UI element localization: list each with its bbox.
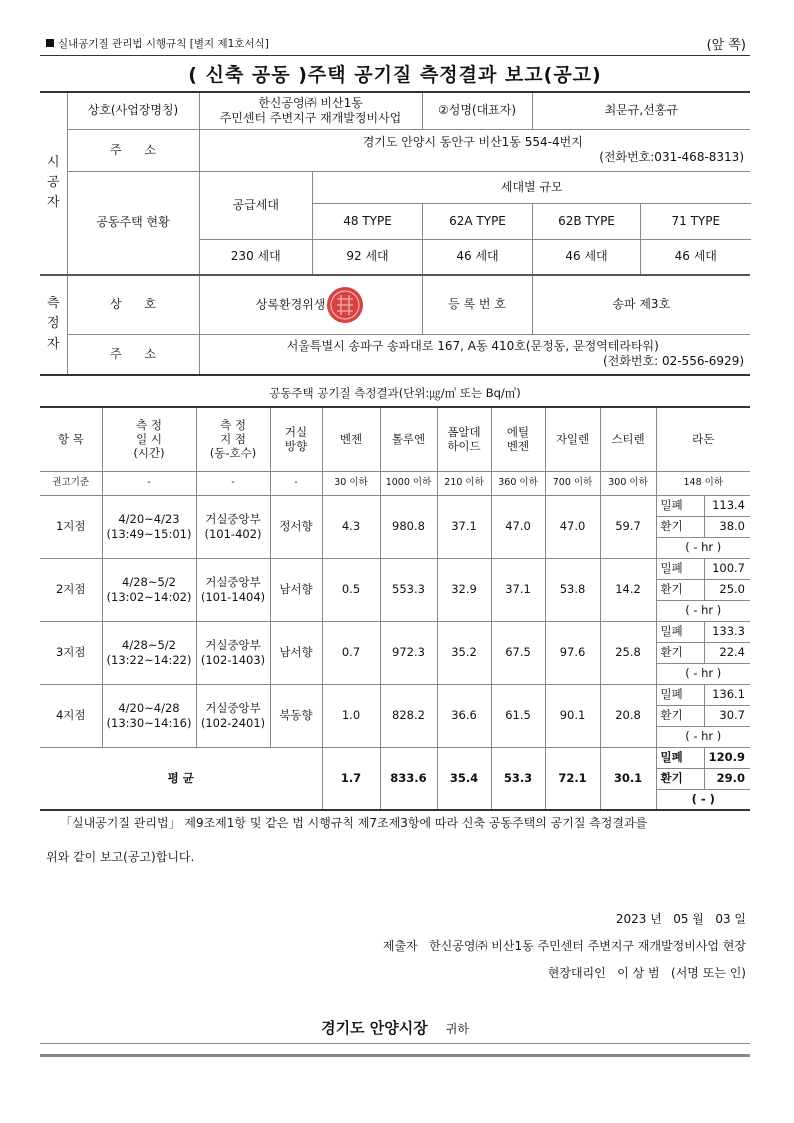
addressee-honorific: 귀하 <box>445 1022 469 1036</box>
standard-toluene: 1000 이하 <box>380 471 437 495</box>
rep-value: 최문규,선홍규 <box>532 92 750 129</box>
standard-benzene: 30 이하 <box>322 471 380 495</box>
type-71: 71 TYPE <box>641 204 751 240</box>
col-toluene: 톨루엔 <box>380 407 437 471</box>
scale-label: 세대별 규모 <box>313 172 751 204</box>
row-location: 거실중앙부 (101-402) <box>196 495 270 558</box>
results-table <box>40 406 750 811</box>
avg-styrene: 30.1 <box>600 747 656 810</box>
statement-line2: 위와 같이 보고(공고)합니다. <box>46 850 195 864</box>
standard-location: - <box>196 471 270 495</box>
row-direction: 남서향 <box>270 621 322 684</box>
measurer-phone: (전화번호: 02-556-6929) <box>603 354 745 369</box>
radon-vent-value: 25.0 <box>704 579 750 600</box>
constructor-name-value: 한신공영㈜ 비산1동 주민센터 주변지구 재개발정비사업 <box>199 92 422 129</box>
row-styrene: 14.2 <box>600 558 656 621</box>
type-62b: 62B TYPE <box>533 204 641 240</box>
bottom-rule-thick <box>40 1054 750 1057</box>
constructor-phone: (전화번호:031-468-8313) <box>599 150 745 164</box>
constructor-name-label: 상호(사업장명칭) <box>67 92 199 129</box>
top-rule <box>40 55 750 56</box>
info-table <box>40 91 750 376</box>
col-direction: 거실 방향 <box>270 407 322 471</box>
housing-subtable <box>200 172 751 274</box>
col-item: 항 목 <box>40 407 102 471</box>
col-benzene: 벤젠 <box>322 407 380 471</box>
row-toluene: 553.3 <box>380 558 437 621</box>
row-direction: 정서향 <box>270 495 322 558</box>
measurer-group-label: 측 정 자 <box>40 275 67 375</box>
row-benzene: 1.0 <box>322 684 380 747</box>
row-benzene: 4.3 <box>322 495 380 558</box>
col-radon: 라돈 <box>656 407 750 471</box>
report-date: 2023 년 05 월 03 일 <box>615 912 746 926</box>
type-62a: 62A TYPE <box>423 204 533 240</box>
row-benzene: 0.7 <box>322 621 380 684</box>
reg-value: 송파 제3호 <box>532 275 750 335</box>
standard-ethylbenzene: 360 이하 <box>491 471 545 495</box>
official-seal-icon <box>325 285 365 325</box>
row-point: 3지점 <box>40 621 102 684</box>
row-datetime: 4/20~4/23 (13:49~15:01) <box>102 495 196 558</box>
supply-value: 230 세대 <box>200 240 313 274</box>
row-toluene: 828.2 <box>380 684 437 747</box>
row-styrene: 25.8 <box>600 621 656 684</box>
row-datetime: 4/28~5/2 (13:02~14:02) <box>102 558 196 621</box>
radon-closed-label: 밀폐 <box>656 558 704 579</box>
standard-datetime: - <box>102 471 196 495</box>
site-agent: 현장대리인 이 상 범 (서명 또는 인) <box>547 966 746 980</box>
row-ethylbenzene: 67.5 <box>491 621 545 684</box>
measurer-name-value: 상록환경위생 <box>255 297 326 312</box>
avg-radon-closed-label: 밀폐 <box>656 747 704 768</box>
bottom-rule-thin <box>40 1043 750 1044</box>
table-row <box>40 558 750 579</box>
row-styrene: 59.7 <box>600 495 656 558</box>
measurer-addr-line: 서울특별시 송파구 송파대로 167, A동 410호(문정동, 문정역테라타워) <box>286 339 659 354</box>
radon-closed-label: 밀폐 <box>656 684 704 705</box>
type-48: 48 TYPE <box>313 204 423 240</box>
avg-radon-closed-value: 120.9 <box>704 747 750 768</box>
row-location: 거실중앙부 (102-1403) <box>196 621 270 684</box>
avg-xylene: 72.1 <box>545 747 600 810</box>
standard-radon: 148 이하 <box>656 471 750 495</box>
row-direction: 북동향 <box>270 684 322 747</box>
col-styrene: 스티렌 <box>600 407 656 471</box>
type-48-count: 92 세대 <box>313 240 423 274</box>
avg-benzene: 1.7 <box>322 747 380 810</box>
type-62b-count: 46 세대 <box>533 240 641 274</box>
row-xylene: 90.1 <box>545 684 600 747</box>
average-label: 평 균 <box>40 747 322 810</box>
row-datetime: 4/20~4/28 (13:30~14:16) <box>102 684 196 747</box>
radon-hr: ( - hr ) <box>656 600 750 621</box>
row-formaldehyde: 37.1 <box>437 495 491 558</box>
row-formaldehyde: 32.9 <box>437 558 491 621</box>
radon-vent-value: 30.7 <box>704 705 750 726</box>
supply-label: 공급세대 <box>200 172 313 240</box>
avg-formaldehyde: 35.4 <box>437 747 491 810</box>
row-styrene: 20.8 <box>600 684 656 747</box>
row-benzene: 0.5 <box>322 558 380 621</box>
constructor-addr-value <box>199 129 750 171</box>
standard-styrene: 300 이하 <box>600 471 656 495</box>
row-toluene: 980.8 <box>380 495 437 558</box>
radon-closed-value: 133.3 <box>704 621 750 642</box>
type-71-count: 46 세대 <box>641 240 751 274</box>
average-row <box>40 747 750 768</box>
radon-vent-value: 22.4 <box>704 642 750 663</box>
row-datetime: 4/28~5/2 (13:22~14:22) <box>102 621 196 684</box>
row-point: 4지점 <box>40 684 102 747</box>
row-ethylbenzene: 47.0 <box>491 495 545 558</box>
row-location: 거실중앙부 (102-2401) <box>196 684 270 747</box>
table-row <box>40 684 750 705</box>
col-location: 측 정 지 점 (동-호수) <box>196 407 270 471</box>
constructor-group-label: 시 공 자 <box>40 92 67 275</box>
row-point: 2지점 <box>40 558 102 621</box>
col-formaldehyde: 폼알데 하이드 <box>437 407 491 471</box>
page-side: (앞 쪽) <box>706 38 746 53</box>
avg-radon-vent-value: 29.0 <box>704 768 750 789</box>
row-formaldehyde: 36.6 <box>437 684 491 747</box>
radon-hr: ( - hr ) <box>656 726 750 747</box>
radon-closed-value: 113.4 <box>704 495 750 516</box>
row-point: 1지점 <box>40 495 102 558</box>
results-caption: 공동주택 공기질 측정결과(단위:㎍/㎥ 또는 Bq/㎥) <box>269 386 521 400</box>
radon-vent-label: 환기 <box>656 516 704 537</box>
standard-xylene: 700 이하 <box>545 471 600 495</box>
submitter: 제출자 한신공영㈜ 비산1동 주민센터 주변지구 재개발정비사업 현장 <box>382 939 746 953</box>
rep-label: ②성명(대표자) <box>422 92 532 129</box>
radon-closed-value: 100.7 <box>704 558 750 579</box>
addressee <box>40 1017 750 1038</box>
standard-row <box>40 471 750 495</box>
standard-label: 권고기준 <box>40 471 102 495</box>
row-xylene: 47.0 <box>545 495 600 558</box>
radon-vent-label: 환기 <box>656 642 704 663</box>
row-location: 거실중앙부 (101-1404) <box>196 558 270 621</box>
avg-toluene: 833.6 <box>380 747 437 810</box>
housing-grid <box>199 171 750 275</box>
reg-label: 등 록 번 호 <box>422 275 532 335</box>
statement-line1: 「실내공기질 관리법」 제9조제1항 및 같은 법 시행규칙 제7조제3항에 따라 신축 공동주택의 공기질 측정결과를 <box>60 816 648 830</box>
col-ethylbenzene: 에틸 벤젠 <box>491 407 545 471</box>
avg-ethylbenzene: 53.3 <box>491 747 545 810</box>
radon-vent-label: 환기 <box>656 579 704 600</box>
radon-vent-label: 환기 <box>656 705 704 726</box>
form-note-text: 실내공기질 관리법 시행규칙 [별지 제1호서식] <box>58 38 269 50</box>
measurer-name-label: 상 호 <box>67 275 199 335</box>
table-row <box>40 621 750 642</box>
measurer-name-cell <box>199 275 422 335</box>
row-toluene: 972.3 <box>380 621 437 684</box>
radon-closed-value: 136.1 <box>704 684 750 705</box>
radon-hr: ( - hr ) <box>656 663 750 684</box>
row-xylene: 53.8 <box>545 558 600 621</box>
housing-label: 공동주택 현황 <box>67 171 199 275</box>
row-formaldehyde: 35.2 <box>437 621 491 684</box>
radon-closed-label: 밀폐 <box>656 495 704 516</box>
square-bullet-icon <box>46 39 54 47</box>
radon-vent-value: 38.0 <box>704 516 750 537</box>
row-ethylbenzene: 37.1 <box>491 558 545 621</box>
measurer-addr-label: 주 소 <box>67 335 199 375</box>
measurer-addr-value <box>199 335 750 375</box>
radon-closed-label: 밀폐 <box>656 621 704 642</box>
constructor-addr-label: 주 소 <box>67 129 199 171</box>
avg-radon-vent-label: 환기 <box>656 768 704 789</box>
standard-direction: - <box>270 471 322 495</box>
type-62a-count: 46 세대 <box>423 240 533 274</box>
col-xylene: 자일렌 <box>545 407 600 471</box>
form-note <box>46 36 269 51</box>
addressee-name: 경기도 안양시장 <box>321 1019 428 1037</box>
row-ethylbenzene: 61.5 <box>491 684 545 747</box>
avg-radon-hr: ( - ) <box>656 789 750 810</box>
document-title: ( 신축 공동 )주택 공기질 측정결과 보고(공고) <box>188 64 602 86</box>
table-row <box>40 495 750 516</box>
constructor-addr-line: 경기도 안양시 동안구 비산1동 554-4번지 <box>362 135 583 149</box>
row-direction: 남서향 <box>270 558 322 621</box>
radon-hr: ( - hr ) <box>656 537 750 558</box>
col-datetime: 측 정 일 시 (시간) <box>102 407 196 471</box>
row-xylene: 97.6 <box>545 621 600 684</box>
standard-formaldehyde: 210 이하 <box>437 471 491 495</box>
